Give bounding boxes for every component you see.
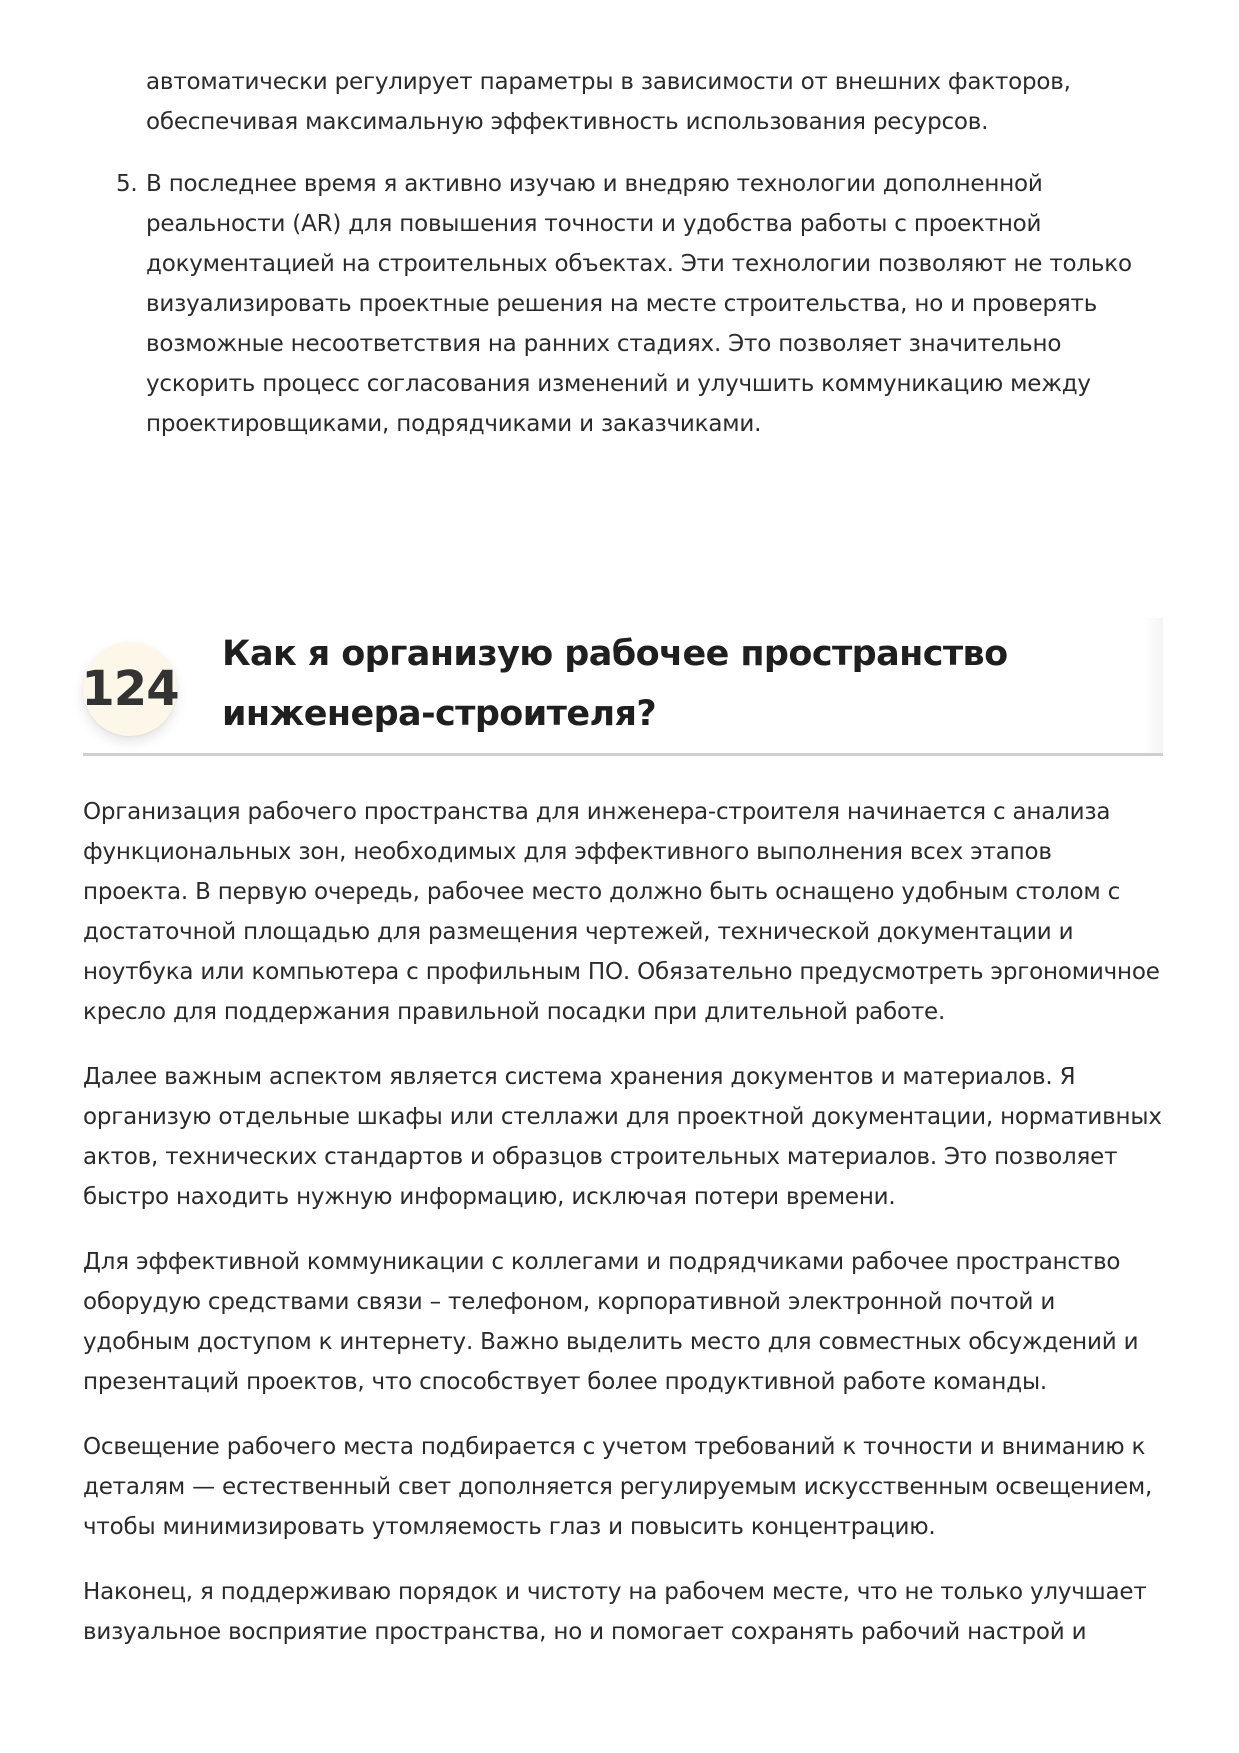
paragraph: Наконец, я поддерживаю порядок и чистоту на рабочем месте, что не только улучшает визуальное восприятие пространства, но и помогает сохранять рабочий настрой и [83, 1579, 1147, 1645]
list-item [83, 164, 1163, 444]
paragraph: Для эффективной коммуникации с коллегами и подрядчиками рабочее пространство оборудую средствами связи – телефоном, корпоративной электронной почтой и удобным доступом к интернету. Важно выделить место для совместных обсуждений и презентаций проектов, что способствует более продуктивной работе команды. [83, 1249, 1139, 1395]
list-item [83, 62, 1163, 142]
section-number-badge [83, 642, 177, 736]
numbered-list [83, 62, 1163, 444]
list-item-text: автоматически регулирует параметры в зависимости от внешних факторов, обеспечивая максимальную эффективность использования ресурсов. [146, 69, 1071, 135]
section-body [83, 792, 1163, 1652]
section-header [83, 618, 1163, 756]
list-item-text: В последнее время я активно изучаю и внедряю технологии дополненной реальности (AR) для повышения точности и удобства работы с проектной документацией на строительных объектах. Эти технологии позволяют не только визуализировать проектные решения на месте строительства, но и проверять возможные несоответствия на ранних стадиях. Это позволяет значительно ускорить процесс согласования изменений и улучшить коммуникацию между проектировщиками, подрядчиками и заказчиками. [146, 171, 1132, 437]
section-number: 124 [81, 661, 179, 717]
section-title: Как я организую рабочее пространство инженера-строителя? [222, 634, 1008, 734]
paragraph: Организация рабочего пространства для инженера-строителя начинается с анализа функциональных зон, необходимых для эффективного выполнения всех этапов проекта. В первую очередь, рабочее место должно быть оснащено удобным столом с достаточной площадью для размещения чертежей, технической документации и ноутбука или компьютера с профильным ПО. Обязательно предусмотреть эргономичное кресло для поддержания правильной посадки при длительной работе. [83, 799, 1160, 1025]
list-item-number: 5. [116, 171, 138, 197]
paragraph: Далее важным аспектом является система хранения документов и материалов. Я организую отдельные шкафы или стеллажи для проектной документации, нормативных актов, технических стандартов и образцов строительных материалов. Это позволяет быстро находить нужную информацию, исключая потери времени. [83, 1064, 1162, 1210]
paragraph: Освещение рабочего места подбирается с учетом требований к точности и вниманию к деталям — естественный свет дополняется регулируемым искусственным освещением, чтобы минимизировать утомляемость глаз и повысить концентрацию. [83, 1434, 1153, 1540]
